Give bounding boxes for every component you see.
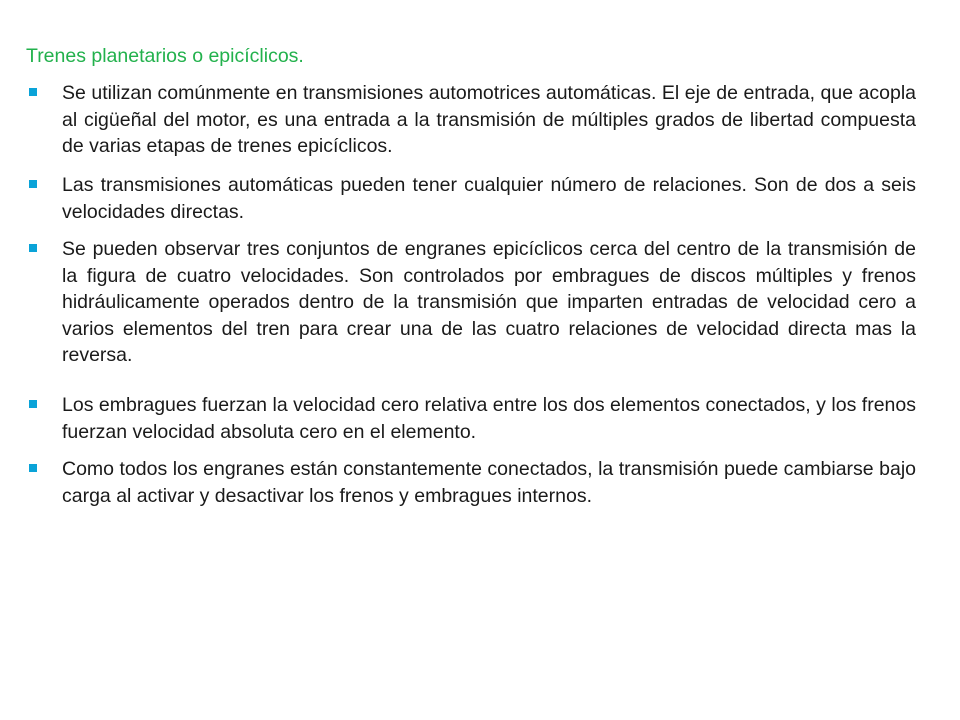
square-bullet-icon — [29, 400, 37, 408]
square-bullet-icon — [29, 180, 37, 188]
bullet-text: Las transmisiones automáticas pueden tener cualquier número de relaciones. Son de dos a seis velocidades directas. — [62, 174, 916, 223]
bullet-item — [26, 392, 916, 445]
slide-title: Trenes planetarios o epicíclicos. — [26, 45, 304, 67]
bullet-item — [26, 80, 916, 160]
bullet-item — [26, 456, 916, 509]
bullet-text: Se pueden observar tres conjuntos de engranes epicíclicos cerca del centro de la transmisión de la figura de cuatro velocidades. Son controlados por embragues de discos múltiples y frenos hidráulicamente operados dentro de la transmisión que imparten entradas de velocidad cero a varios elementos del tren para crear una de las cuatro relaciones de velocidad directa mas la reversa. — [62, 238, 916, 366]
bullet-text: Se utilizan comúnmente en transmisiones automotrices automáticas. El eje de entrada, que acopla al cigüeñal del motor, es una entrada a la transmisión de múltiples grados de libertad compuesta de varias etapas de trenes epicíclicos. — [62, 82, 916, 157]
square-bullet-icon — [29, 88, 37, 96]
square-bullet-icon — [29, 464, 37, 472]
bullet-text: Los embragues fuerzan la velocidad cero relativa entre los dos elementos conectados, y los frenos fuerzan velocidad absoluta cero en el elemento. — [62, 394, 916, 443]
bullet-text: Como todos los engranes están constantemente conectados, la transmisión puede cambiarse bajo carga al activar y desactivar los frenos y embragues internos. — [62, 458, 916, 507]
bullet-item — [26, 172, 916, 225]
bullet-item — [26, 236, 916, 369]
square-bullet-icon — [29, 244, 37, 252]
